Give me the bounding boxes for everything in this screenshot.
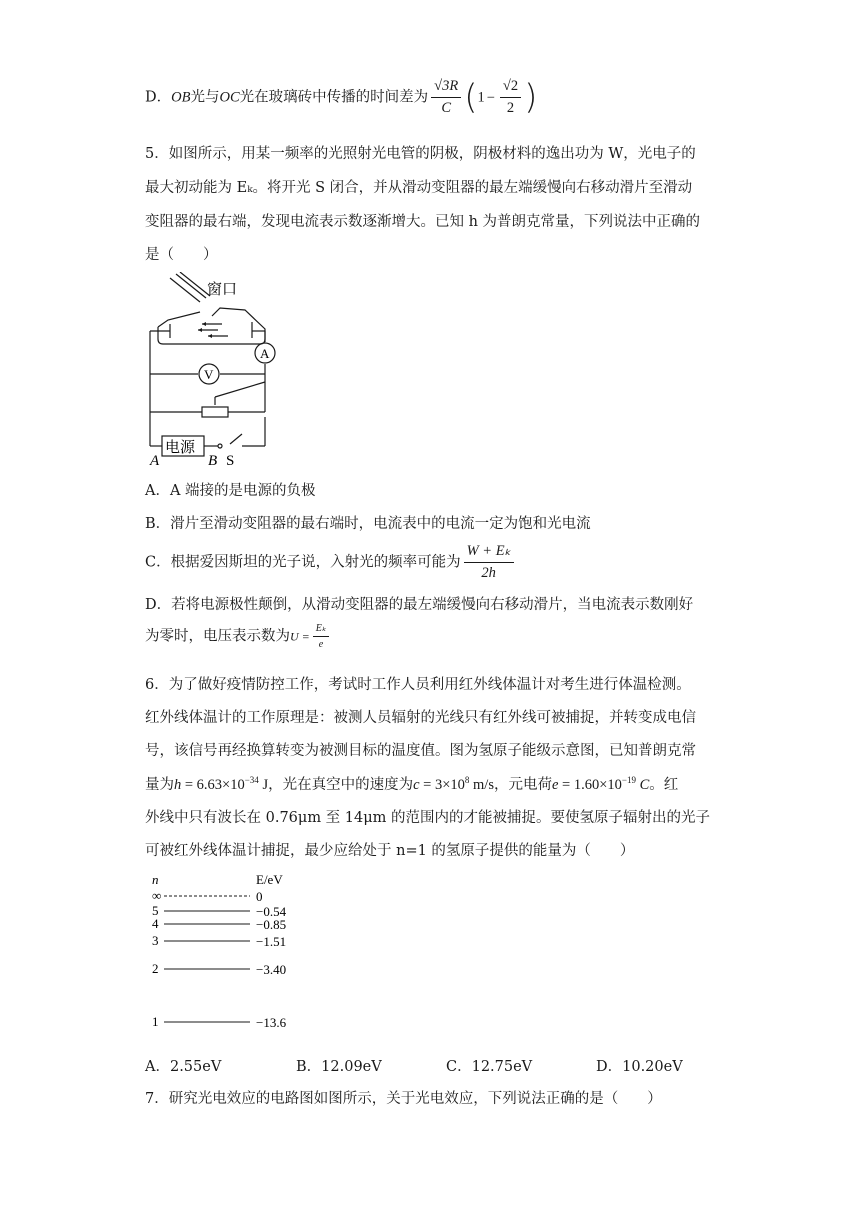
q6-stem-line2: 红外线体温计的工作原理是：被测人员辐射的光线只有红外线可被捕捉，并转变成电信 <box>145 710 696 726</box>
elementary-charge: $e = 1.60\times 10^{-19}$ C <box>551 775 650 793</box>
frac-denominator: 2h <box>481 565 496 581</box>
level-energy-label: −0.85 <box>256 917 287 932</box>
q4-option-d <box>145 78 537 117</box>
hydrogen-energy-level-diagram <box>140 870 320 1038</box>
q4-option-d-text2: 光在玻璃砖中传播的时间差为 <box>239 89 429 106</box>
q5-option-a: A．A 端接的是电源的负极 <box>145 483 316 499</box>
label-oc: OC <box>219 89 240 106</box>
label-ob: OB <box>171 89 191 106</box>
planck-constant: $h = 6.63\times 10^{-34}$ J <box>174 775 269 793</box>
planck-exponent: −34 <box>244 775 259 786</box>
frac-numerator: W + Eₖ <box>464 543 514 563</box>
text: ，元电荷 <box>493 777 552 793</box>
n-header: n <box>152 872 159 887</box>
frac-numerator: √2 <box>500 78 521 98</box>
q5-option-b: B．滑片至滑动变阻器的最右端时，电流表中的电流一定为饱和光电流 <box>145 516 591 532</box>
level-n-label: ∞ <box>152 888 162 903</box>
q5-option-c <box>145 543 517 582</box>
q6-option-a: A．2.55eV <box>145 1059 222 1075</box>
energy-header: E/eV <box>256 872 283 887</box>
q6-stem-line5: 外线中只有波长在 0.76μm 至 14μm 的范围内的才能被捕捉。要使氢原子辐射出的光子 <box>145 810 711 826</box>
q5-stem-line1: 5．如图所示，用某一频率的光照射光电管的阴极，阴极材料的逸出功为 W，光电子的 <box>145 146 696 162</box>
terminal-a-label: A <box>150 453 160 468</box>
level-n-label: 3 <box>152 933 159 948</box>
q5-option-d-text: 为零时，电压表示数为 <box>145 628 290 645</box>
level-energy-label: −3.40 <box>256 962 287 977</box>
q6-stem-line6: 可被红外线体温计捕捉，最少应给处于 n=1 的氢原子提供的能量为（ ） <box>145 843 635 859</box>
fraction-sqrt2-over-2 <box>500 78 521 117</box>
frac-denominator: C <box>441 100 452 116</box>
fraction-sqrt3r-over-c <box>431 78 461 117</box>
fraction-w-plus-ek-over-2h <box>464 543 514 582</box>
speed-exponent: 8 <box>464 775 470 786</box>
q6-stem-line4 <box>145 773 678 794</box>
level-n-label: 4 <box>152 916 159 931</box>
frac-denominator: 2 <box>506 100 515 116</box>
paren-minus: − <box>486 89 495 106</box>
q4-option-d-text1: 光与 <box>190 89 220 106</box>
charge-unit: C <box>635 777 650 793</box>
left-paren: ( <box>464 77 478 118</box>
paren-one: 1 <box>477 89 485 106</box>
q6-stem-line3: 号，该信号再经换算转变为被测目标的温度值。图为氢原子能级示意图，已知普朗克常 <box>145 743 696 759</box>
frac-numerator: √3R <box>431 78 461 98</box>
text: 。红 <box>649 777 679 793</box>
charge-exponent: −19 <box>621 775 636 786</box>
q5-option-d-line1: D．若将电源极性颠倒，从滑动变阻器的最左端缓慢向右移动滑片，当电流表示数刚好 <box>145 597 694 613</box>
q4-option-d-prefix: D． <box>145 89 172 106</box>
q5-option-c-text: C．根据爱因斯坦的光子说，入射光的频率可能为 <box>145 554 461 571</box>
q6-option-d: D．10.20eV <box>596 1059 683 1075</box>
level-energy-label: −13.6 <box>256 1015 287 1030</box>
level-n-label: 2 <box>152 961 159 976</box>
speed-unit: m/s <box>469 777 494 793</box>
planck-unit: J <box>258 777 269 793</box>
fraction-ek-over-e <box>313 623 329 650</box>
q5-option-d-line2 <box>145 623 332 650</box>
photoelectric-circuit-diagram <box>140 272 280 468</box>
ammeter-label: A <box>260 346 270 361</box>
speed-of-light: $c = 3\times 10^8$ m/s <box>413 775 494 793</box>
voltage-symbol: U = <box>290 629 310 644</box>
q7-stem-line1: 7．研究光电效应的电路图如图所示，关于光电效应，下列说法正确的是（ ） <box>145 1091 662 1107</box>
q5-stem-line2: 最大初动能为 Eₖ。将开光 S 闭合，并从滑动变阻器的最左端缓慢向右移动滑片至滑动 <box>145 180 693 196</box>
level-energy-label: 0 <box>256 889 263 904</box>
level-energy-label: −0.54 <box>256 904 287 919</box>
frac-numerator: Eₖ <box>313 623 329 637</box>
q6-option-c: C．12.75eV <box>446 1059 533 1075</box>
power-source-label: 电源 <box>165 438 196 456</box>
window-label: 窗口 <box>207 280 238 298</box>
level-n-label: 1 <box>152 1014 159 1029</box>
q6-stem-line1: 6．为了做好疫情防控工作，考试时工作人员利用红外线体温计对考生进行体温检测。 <box>145 677 691 693</box>
right-paren: ) <box>524 77 538 118</box>
frac-denominator: e <box>318 639 324 650</box>
q5-stem-line3: 变阻器的最右端，发现电流表示数逐渐增大。已知 h 为普朗克常量，下列说法中正确的 <box>145 214 701 230</box>
q6-option-b: B．12.09eV <box>296 1059 382 1075</box>
text: 量为 <box>145 777 174 793</box>
q5-stem-line4: 是（ ） <box>145 247 218 263</box>
switch-label: S <box>226 453 235 468</box>
terminal-b-label: B <box>208 453 218 468</box>
level-energy-label: −1.51 <box>256 934 287 949</box>
level-n-label: 5 <box>152 903 159 918</box>
voltmeter-label: V <box>204 367 214 382</box>
text: ，光在真空中的速度为 <box>268 777 414 793</box>
